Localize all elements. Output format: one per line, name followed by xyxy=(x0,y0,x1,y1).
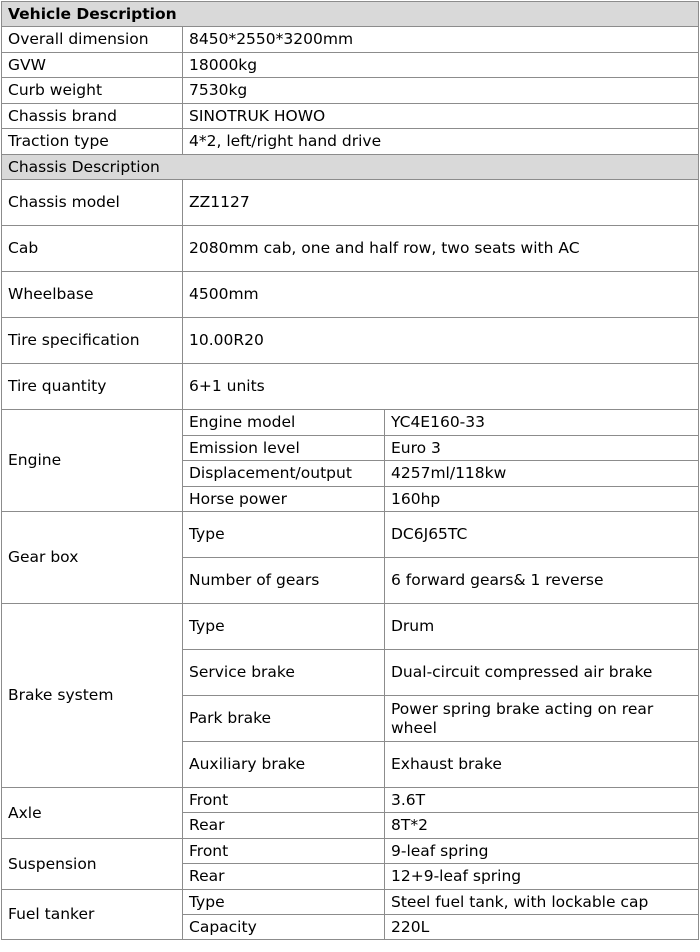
row-value: 2080mm cab, one and half row, two seats with AC xyxy=(183,226,699,272)
item-value: 3.6T xyxy=(385,788,699,813)
row-label: Cab xyxy=(2,226,183,272)
brake-group-label: Brake system xyxy=(2,604,183,788)
item-value: Dual-circuit compressed air brake xyxy=(385,650,699,696)
item-value: 12+9-leaf spring xyxy=(385,864,699,890)
table-row xyxy=(2,272,699,318)
table-row xyxy=(2,410,699,436)
row-label: Overall dimension xyxy=(2,27,183,53)
row-value: SINOTRUK HOWO xyxy=(183,104,699,129)
item-value: Power spring brake acting on rear wheel xyxy=(385,696,699,742)
item-name: Engine model xyxy=(183,410,385,436)
table-row xyxy=(2,104,699,129)
row-label: Wheelbase xyxy=(2,272,183,318)
axle-group-label: Axle xyxy=(2,788,183,839)
row-value: 18000kg xyxy=(183,53,699,78)
item-name: Auxiliary brake xyxy=(183,742,385,788)
item-name: Horse power xyxy=(183,487,385,512)
row-label: Tire specification xyxy=(2,318,183,364)
item-name: Number of gears xyxy=(183,558,385,604)
item-name: Emission level xyxy=(183,436,385,461)
fuel-group-label: Fuel tanker xyxy=(2,890,183,940)
table-row xyxy=(2,788,699,813)
item-name: Rear xyxy=(183,864,385,890)
row-label: GVW xyxy=(2,53,183,78)
item-value: 220L xyxy=(385,915,699,940)
row-value: 10.00R20 xyxy=(183,318,699,364)
item-name: Type xyxy=(183,890,385,915)
item-value: Euro 3 xyxy=(385,436,699,461)
row-value: 8450*2550*3200mm xyxy=(183,27,699,53)
table-row xyxy=(2,78,699,104)
row-value: ZZ1127 xyxy=(183,180,699,226)
row-value: 7530kg xyxy=(183,78,699,104)
item-value: 9-leaf spring xyxy=(385,839,699,864)
item-name: Front xyxy=(183,788,385,813)
gearbox-group-label: Gear box xyxy=(2,512,183,604)
table-row xyxy=(2,27,699,53)
table-row xyxy=(2,129,699,155)
item-name: Rear xyxy=(183,813,385,839)
item-value: Drum xyxy=(385,604,699,650)
row-label: Chassis brand xyxy=(2,104,183,129)
item-value: Steel fuel tank, with lockable cap xyxy=(385,890,699,915)
table-row xyxy=(2,226,699,272)
suspension-group-label: Suspension xyxy=(2,839,183,890)
row-label: Tire quantity xyxy=(2,364,183,410)
chassis-description-header-row xyxy=(2,155,699,180)
item-name: Type xyxy=(183,512,385,558)
table-row xyxy=(2,839,699,864)
row-label: Traction type xyxy=(2,129,183,155)
row-label: Curb weight xyxy=(2,78,183,104)
item-name: Capacity xyxy=(183,915,385,940)
item-value: Exhaust brake xyxy=(385,742,699,788)
table-row xyxy=(2,364,699,410)
table-row xyxy=(2,890,699,915)
table-row xyxy=(2,53,699,78)
table-row xyxy=(2,512,699,558)
item-name: Displacement/output xyxy=(183,461,385,487)
item-value: 6 forward gears& 1 reverse xyxy=(385,558,699,604)
item-value: 160hp xyxy=(385,487,699,512)
item-name: Front xyxy=(183,839,385,864)
table-row xyxy=(2,604,699,650)
item-name: Service brake xyxy=(183,650,385,696)
row-value: 4500mm xyxy=(183,272,699,318)
chassis-description-header: Chassis Description xyxy=(2,155,699,180)
engine-group-label: Engine xyxy=(2,410,183,512)
vehicle-description-header: Vehicle Description xyxy=(2,2,699,27)
item-value: DC6J65TC xyxy=(385,512,699,558)
item-name: Type xyxy=(183,604,385,650)
item-value: 4257ml/118kw xyxy=(385,461,699,487)
row-label: Chassis model xyxy=(2,180,183,226)
table-row xyxy=(2,318,699,364)
item-name: Park brake xyxy=(183,696,385,742)
row-value: 6+1 units xyxy=(183,364,699,410)
row-value: 4*2, left/right hand drive xyxy=(183,129,699,155)
table-row xyxy=(2,180,699,226)
vehicle-spec-table xyxy=(1,1,699,940)
vehicle-description-header-row xyxy=(2,2,699,27)
item-value: YC4E160-33 xyxy=(385,410,699,436)
item-value: 8T*2 xyxy=(385,813,699,839)
